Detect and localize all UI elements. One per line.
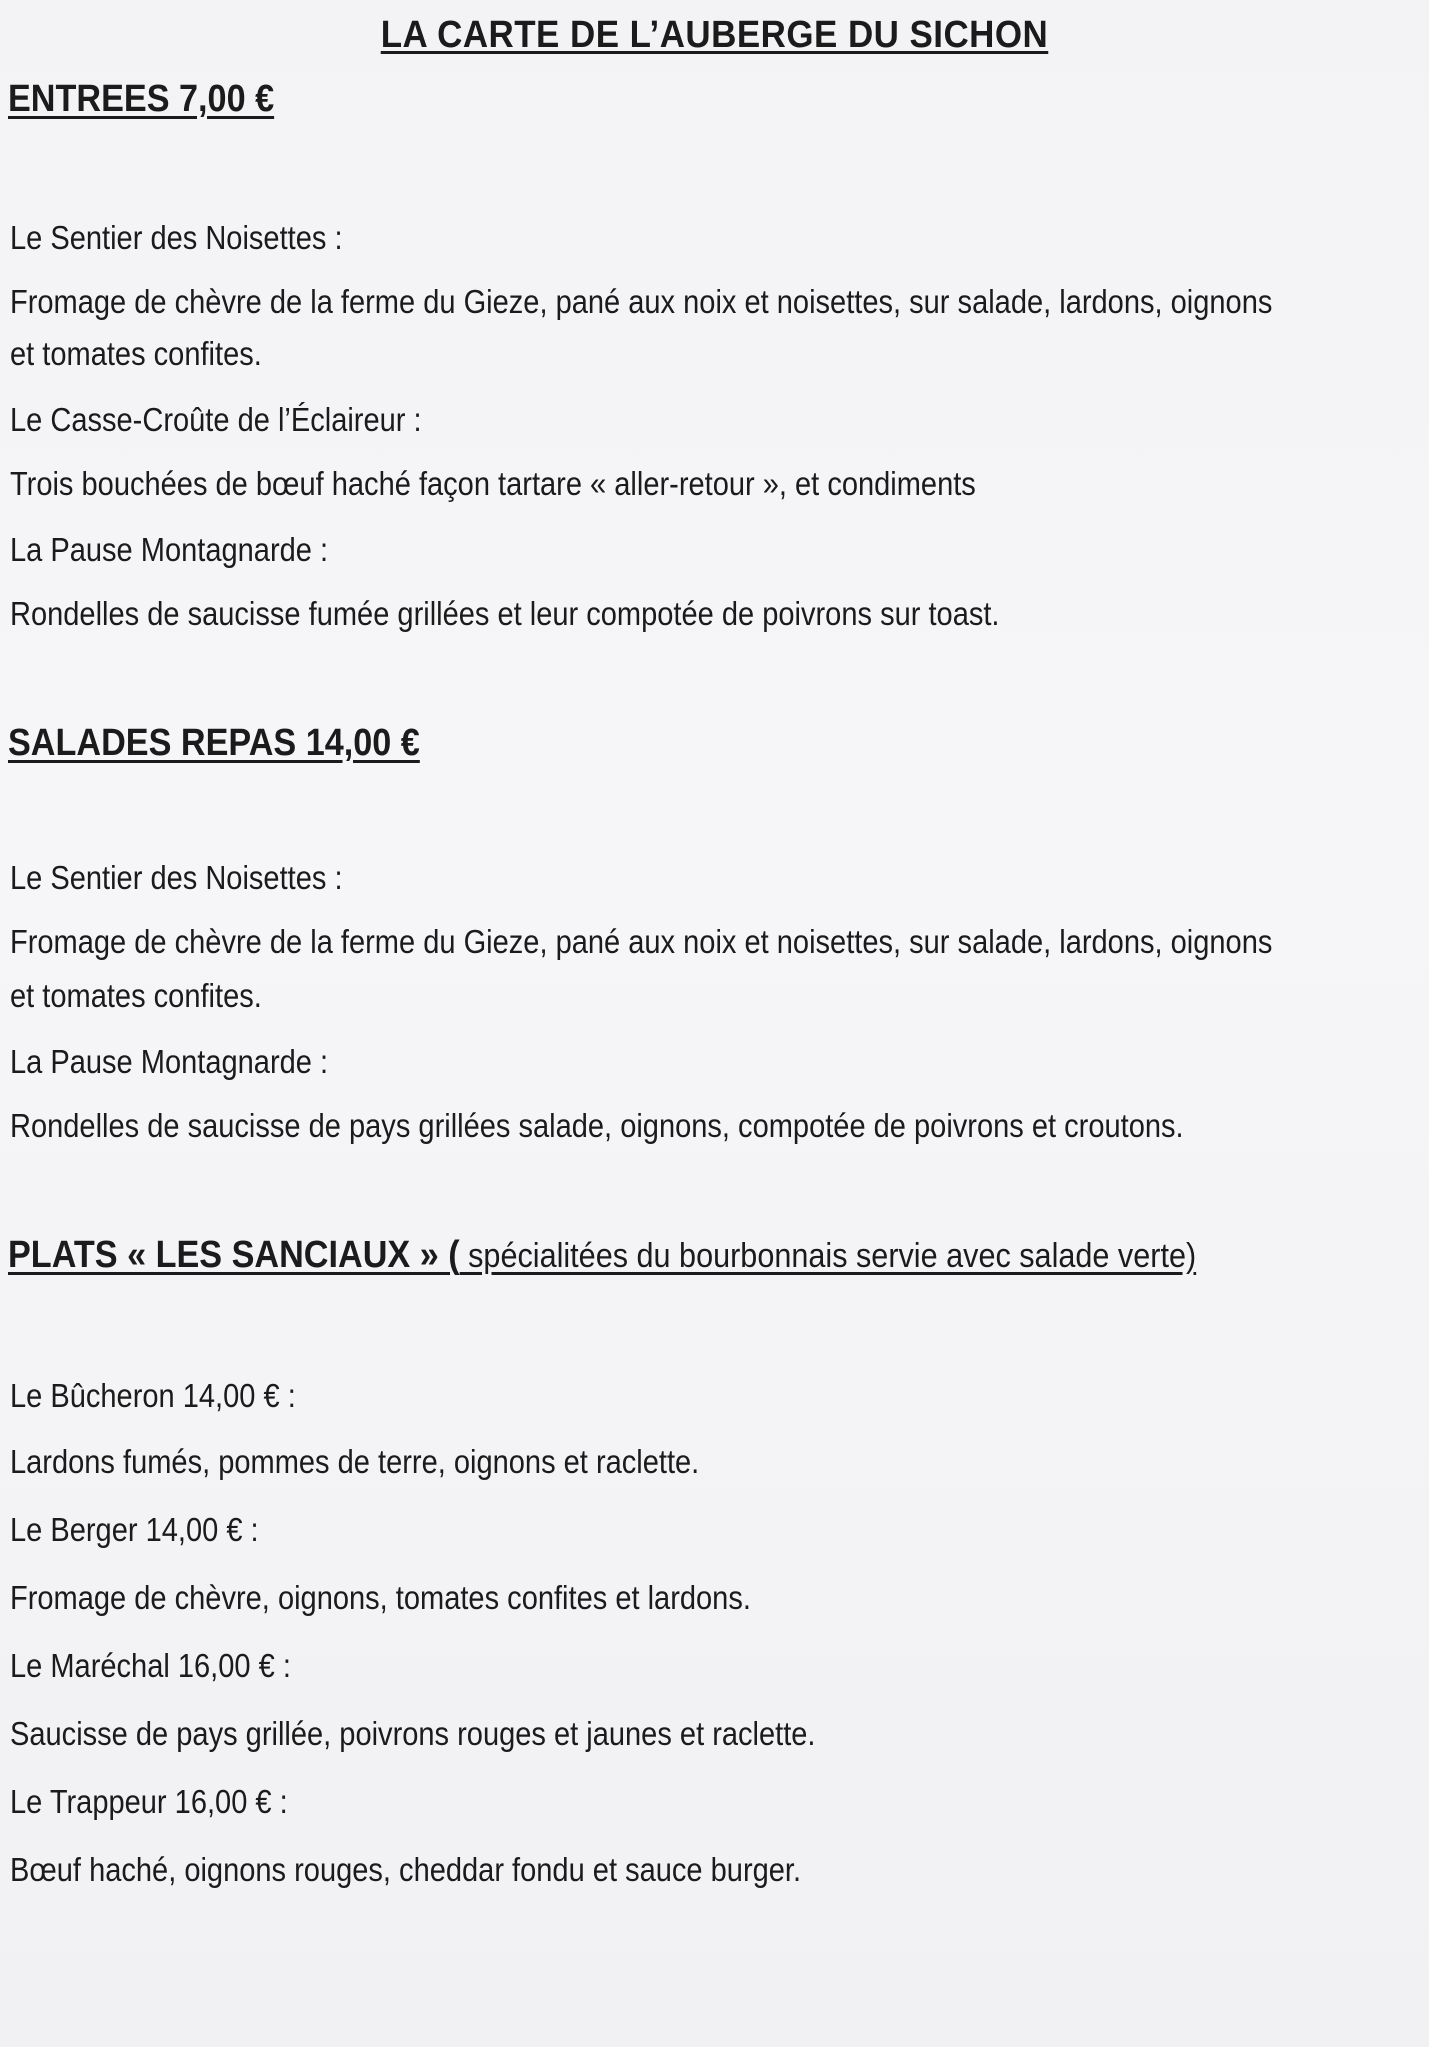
item-description: Fromage de chèvre de la ferme du Gieze, pané aux noix et noisettes, sur salade, lardons, oignons: [10, 923, 1273, 960]
item-name: Le Casse-Croûte de l’Éclaireur :: [10, 401, 422, 438]
item-description: Lardons fumés, pommes de terre, oignons et raclette.: [10, 1443, 700, 1480]
item-name: Le Trappeur 16,00 € :: [10, 1783, 288, 1820]
item-description: Saucisse de pays grillée, poivrons rouges et jaunes et raclette.: [10, 1715, 816, 1752]
item-description: Rondelles de saucisse fumée grillées et leur compotée de poivrons sur toast.: [10, 595, 1000, 632]
item-name: La Pause Montagnarde :: [10, 1043, 329, 1080]
item-name: Le Sentier des Noisettes :: [10, 219, 343, 256]
section-header-salades: SALADES REPAS 14,00 €: [8, 722, 420, 764]
item-description: Fromage de chèvre, oignons, tomates confites et lardons.: [10, 1579, 751, 1616]
section-header-plats: [8, 1234, 1196, 1277]
item-description: Bœuf haché, oignons rouges, cheddar fondu et sauce burger.: [10, 1851, 802, 1888]
item-description: Fromage de chèvre de la ferme du Gieze, pané aux noix et noisettes, sur salade, lardons, oignons: [10, 283, 1273, 320]
item-description: Trois bouchées de bœuf haché façon tartare « aller-retour », et condiments: [10, 465, 976, 502]
item-name: Le Bûcheron 14,00 € :: [10, 1377, 296, 1414]
item-description: et tomates confites.: [10, 335, 262, 372]
item-name: Le Maréchal 16,00 € :: [10, 1647, 291, 1684]
section-header-entrees: ENTREES 7,00 €: [8, 78, 275, 120]
item-name: Le Berger 14,00 € :: [10, 1511, 259, 1548]
menu-title: LA CARTE DE L’AUBERGE DU SICHON: [380, 14, 1049, 56]
item-name: Le Sentier des Noisettes :: [10, 859, 343, 896]
item-description: Rondelles de saucisse de pays grillées salade, oignons, compotée de poivrons et croutons.: [10, 1107, 1184, 1144]
item-description: et tomates confites.: [10, 977, 262, 1014]
section-header-plats-title: PLATS « LES SANCIAUX » (: [8, 1234, 460, 1276]
section-header-plats-note: spécialitées du bourbonnais servie avec salade verte): [459, 1237, 1197, 1275]
item-name: La Pause Montagnarde :: [10, 531, 329, 568]
